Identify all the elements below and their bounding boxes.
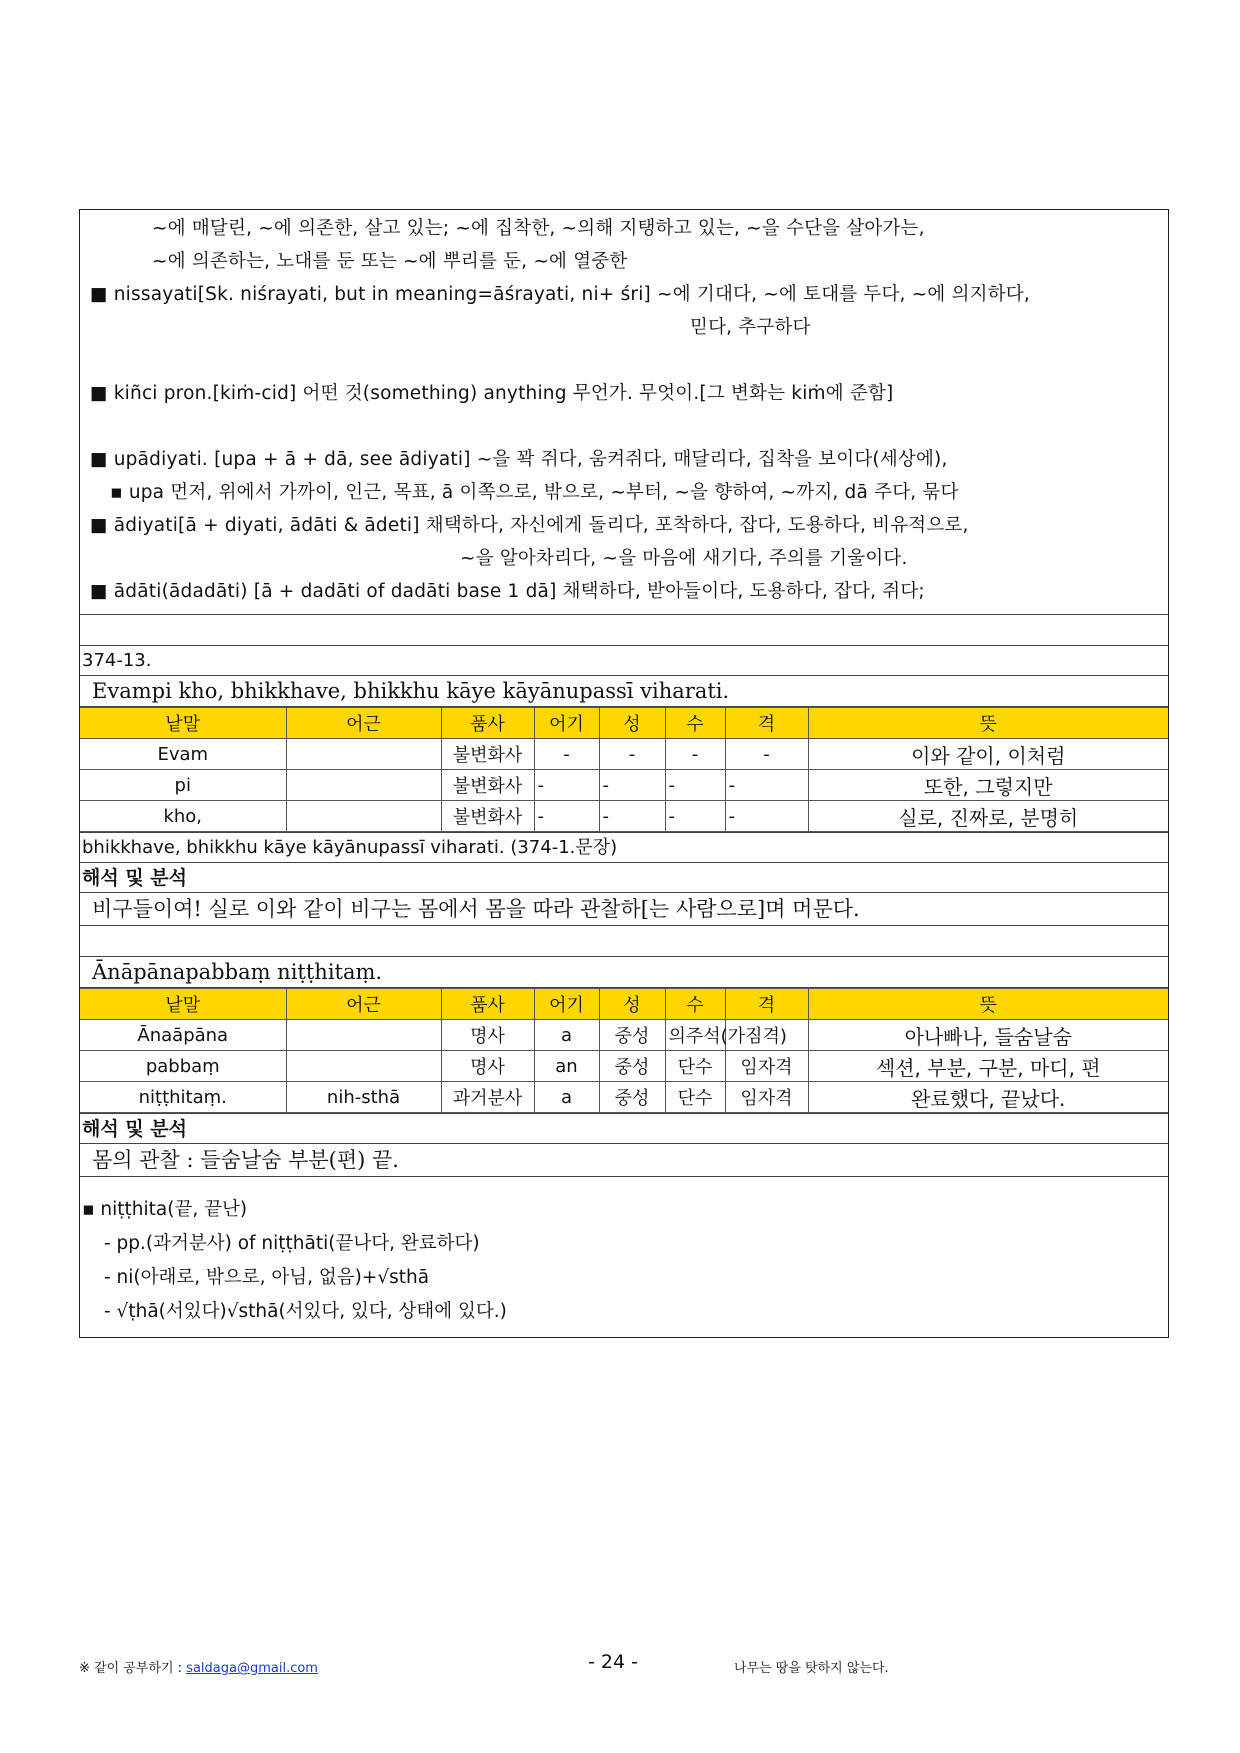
table-header: [80, 989, 1168, 1020]
table-cell: 불변화사: [441, 770, 534, 801]
table-cell: -: [599, 770, 665, 801]
table-cell: a: [534, 1020, 599, 1051]
table-cell: -: [665, 770, 725, 801]
document-frame: [79, 209, 1169, 1338]
table-cell: -: [725, 739, 808, 770]
etymology-item: ▪ niṭṭhita(끝, 끝난): [82, 1199, 248, 1220]
table-cell: 단수: [665, 1051, 725, 1082]
table-cell: 임자격: [725, 1051, 808, 1082]
header-cell: 품사: [441, 989, 534, 1020]
table-cell: 완료했다, 끝났다.: [808, 1082, 1168, 1113]
grammar-table-1: [80, 707, 1168, 833]
blank-row: [80, 615, 1168, 646]
header-cell: 뜻: [808, 989, 1168, 1020]
table-cell: 중성: [599, 1020, 665, 1051]
header-cell: 낱말: [80, 708, 286, 739]
page-footer: [0, 1651, 1240, 1679]
table-cell: 이와 같이, 이처럼: [808, 739, 1168, 770]
header-cell: 어근: [286, 708, 441, 739]
table-cell: 중성: [599, 1051, 665, 1082]
section-number: 374-13.: [80, 646, 1168, 676]
table-cell: 과거분사: [441, 1082, 534, 1113]
header-cell: 어근: [286, 989, 441, 1020]
header-cell: 어기: [534, 989, 599, 1020]
grammar-table-2: [80, 988, 1168, 1114]
table-cell: -: [725, 770, 808, 801]
note-upa: ▪ upa 먼저, 위에서 가까이, 인근, 목표, ā 이쪽으로, 밖으로, ~부터, ~을 향하여, ~까지, dā 주다, 묶다: [110, 482, 959, 503]
table-cell: pabbaṃ: [80, 1051, 286, 1082]
table-cell: -: [725, 801, 808, 832]
table-cell: [286, 770, 441, 801]
analysis-heading: 해석 및 분석: [80, 1114, 1168, 1144]
etymology-line: - √ṭhā(서있다)√sthā(서있다, 있다, 상태에 있다.): [104, 1301, 507, 1322]
table-cell: 명사: [441, 1020, 534, 1051]
table-header: [80, 708, 1168, 739]
header-cell: 낱말: [80, 989, 286, 1020]
table-cell: kho,: [80, 801, 286, 832]
header-cell: 성: [599, 989, 665, 1020]
note-nissayati-cont: 믿다, 추구하다: [690, 317, 811, 338]
table-cell: [286, 801, 441, 832]
table-cell: nih-sthā: [286, 1082, 441, 1113]
blank-row: [80, 926, 1168, 957]
etymology-line: - pp.(과거분사) of niṭṭhāti(끝나다, 완료하다): [104, 1233, 480, 1254]
header-cell: 격: [725, 708, 808, 739]
header-cell: 격: [725, 989, 808, 1020]
translation: 비구들이여! 실로 이와 같이 비구는 몸에서 몸을 따라 관찰하[는 사람으로]며 머문다.: [80, 893, 1168, 926]
pali-sentence: Evampi kho, bhikkhave, bhikkhu kāye kāyānupassī viharati.: [80, 676, 1168, 707]
header-cell: 뜻: [808, 708, 1168, 739]
note-nissayati: ■ nissayati[Sk. niśrayati, but in meaning=āśrayati, ni+ śri] ~에 기대다, ~에 토대를 두다, ~에 의지하다,: [90, 284, 1030, 305]
footer-prefix: ※ 같이 공부하기 :: [79, 1661, 183, 1676]
header-cell: 어기: [534, 708, 599, 739]
header-cell: 수: [665, 708, 725, 739]
table-cell: a: [534, 1082, 599, 1113]
note-adiyati-cont: ~을 알아차리다, ~을 마음에 새기다, 주의를 기울이다.: [460, 548, 908, 569]
pali-sentence: Ānāpānapabbaṃ niṭṭhitaṃ.: [80, 957, 1168, 988]
table-cell: Ānaāpāna: [80, 1020, 286, 1051]
header-cell: 품사: [441, 708, 534, 739]
email-link[interactable]: saldaga@gmail.com: [186, 1661, 318, 1676]
table-cell: -: [534, 801, 599, 832]
table-row: [80, 801, 1168, 832]
note-adiyati: ■ ādiyati[ā + diyati, ādāti & ādeti] 채택하다, 자신에게 돌리다, 포착하다, 잡다, 도용하다, 비유적으로,: [90, 515, 969, 536]
page-number: - 24 -: [588, 1651, 638, 1673]
table-cell: 또한, 그렇지만: [808, 770, 1168, 801]
table-cell: 아나빠나, 들숨날숨: [808, 1020, 1168, 1051]
translation: 몸의 관찰 : 들숨날숨 부분(편) 끝.: [80, 1144, 1168, 1177]
note-upadiyati: ■ upādiyati. [upa + ā + dā, see ādiyati] ~을 꽉 쥐다, 움켜쥐다, 매달리다, 집착을 보이다(세상에),: [90, 449, 948, 470]
table-cell: [286, 1051, 441, 1082]
table-cell: -: [599, 739, 665, 770]
table-cell: 임자격: [725, 1082, 808, 1113]
table-cell: 불변화사: [441, 801, 534, 832]
table-row: [80, 1082, 1168, 1113]
vocabulary-notes: [80, 210, 1168, 615]
note-kinci: ■ kiñci pron.[kiṁ-cid] 어떤 것(something) anything 무언가. 무엇이.[그 변화는 kiṁ에 준함]: [90, 383, 894, 404]
table-cell: pi: [80, 770, 286, 801]
etymology-line: - ni(아래로, 밖으로, 아님, 없음)+√sthā: [104, 1267, 430, 1288]
table-cell: [286, 739, 441, 770]
reference-line: bhikkhave, bhikkhu kāye kāyānupassī viharati. (374-1.문장): [80, 833, 1168, 863]
table-cell: -: [665, 801, 725, 832]
table-row: [80, 1020, 1168, 1051]
note-line: ~에 의존하는, 노대를 둔 또는 ~에 뿌리를 둔, ~에 열중한: [152, 251, 628, 272]
table-cell: 실로, 진짜로, 분명히: [808, 801, 1168, 832]
table-cell: an: [534, 1051, 599, 1082]
header-cell: 수: [665, 989, 725, 1020]
table-row: [80, 739, 1168, 770]
footer-motto: 나무는 땅을 탓하지 않는다.: [734, 1661, 889, 1676]
table-cell: -: [665, 739, 725, 770]
header-cell: 성: [599, 708, 665, 739]
table-cell: Evam: [80, 739, 286, 770]
table-cell: -: [599, 801, 665, 832]
table-cell: niṭṭhitaṃ.: [80, 1082, 286, 1113]
table-cell: 중성: [599, 1082, 665, 1113]
table-cell: 의주석(가짐격): [665, 1020, 725, 1051]
table-cell: [286, 1020, 441, 1051]
table-cell: -: [534, 739, 599, 770]
note-adati: ■ ādāti(ādadāti) [ā + dadāti of dadāti base 1 dā] 채택하다, 받아들이다, 도용하다, 잡다, 쥐다;: [90, 581, 925, 602]
table-row: [80, 1051, 1168, 1082]
footer-contact: [79, 1657, 318, 1676]
table-cell: 불변화사: [441, 739, 534, 770]
table-cell: 섹션, 부분, 구분, 마디, 편: [808, 1051, 1168, 1082]
etymology-notes: [80, 1177, 1168, 1337]
table-cell: 명사: [441, 1051, 534, 1082]
table-row: [80, 770, 1168, 801]
table-cell: 단수: [665, 1082, 725, 1113]
table-cell: -: [534, 770, 599, 801]
note-line: ~에 매달린, ~에 의존한, 살고 있는; ~에 집착한, ~의해 지탱하고 있는, ~을 수단을 살아가는,: [152, 218, 925, 239]
analysis-heading: 해석 및 분석: [80, 863, 1168, 893]
